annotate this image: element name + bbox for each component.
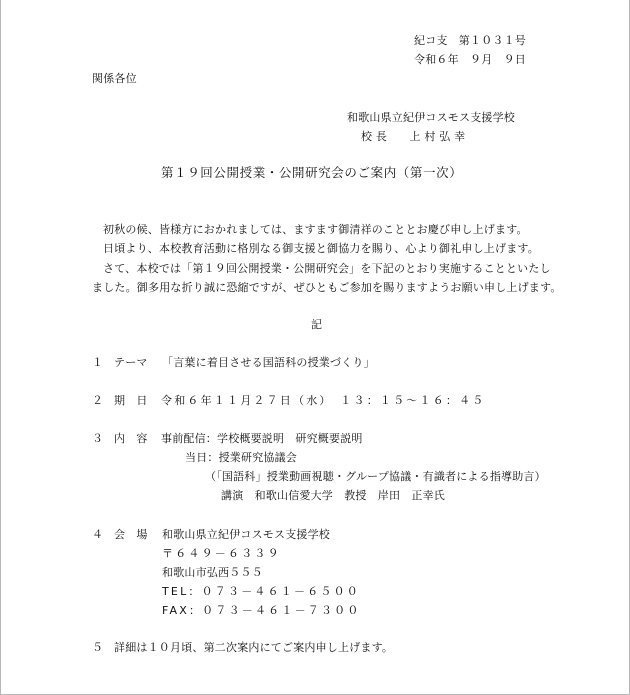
item-5-text: 詳細は１０月頃、第二次案内にてご案内申し上げます。 — [114, 641, 394, 654]
item-3-line-2: 当日：授業研究協議会 — [185, 451, 297, 464]
item-1-label: テーマ — [114, 356, 148, 369]
body-line-3: さて、本校では「第１９回公開授業・公開研究会」を下記のとおり実施することといたし — [103, 262, 551, 275]
item-3-line-3: （「国語科」授業動画視聴・グループ協議・有識者による指導助言） — [205, 470, 546, 483]
item-3-line-4: 講演 和歌山信愛大学 教授 岸田 正幸氏 — [221, 489, 445, 502]
item-4-number: ４ — [92, 528, 104, 541]
venue-postal: 〒６４９－６３３９ — [162, 547, 281, 560]
sender-school: 和歌山県立紀伊コスモス支援学校 — [347, 111, 515, 124]
item-5-number: ５ — [92, 641, 104, 654]
item-3-label: 内 容 — [114, 432, 148, 445]
venue-name: 和歌山県立紀伊コスモス支援学校 — [162, 528, 330, 541]
item-2-value: 令和６年１１月２７日（水） １３：１５～１６：４５ — [161, 394, 486, 407]
item-2-label: 期 日 — [114, 394, 148, 407]
body-line-2: 日頃より、本校教育活動に格別なる御支援と御協力を賜り、心より御礼申し上げます。 — [103, 242, 539, 255]
item-3-number: ３ — [92, 432, 104, 445]
ki-heading: 記 — [311, 318, 323, 331]
body-line-4: ました。御多用な折り誠に恐縮ですが、ぜひともご参加を賜りますようお願い申し上げます。 — [92, 281, 562, 294]
item-2-number: ２ — [92, 394, 104, 407]
addressee: 関係各位 — [92, 72, 137, 85]
item-1-number: １ — [92, 356, 104, 369]
venue-address: 和歌山市弘西５５５ — [162, 566, 263, 579]
item-3-line-1: 事前配信：学校概要説明 研究概要説明 — [161, 432, 363, 445]
document-date: 令和６年 ９月 ９日 — [414, 53, 526, 66]
sender-principal: 校 長 上 村 弘 幸 — [361, 130, 466, 143]
page-title: 第１９回公開授業・公開研究会のご案内（第一次） — [161, 165, 463, 180]
document-number: 紀コ支 第１０３１号 — [414, 34, 526, 47]
venue-fax: FAX：０７３－４６１－７３００ — [162, 604, 361, 617]
item-1-value: 「言葉に着目させる国語科の授業づくり」 — [162, 356, 375, 369]
body-line-1: 初秋の候、皆様方におかれましては、ますます御清祥のこととお慶び申し上げます。 — [103, 223, 528, 236]
venue-tel: TEL：０７３－４６１－６５００ — [162, 585, 360, 598]
item-4-label: 会 場 — [114, 528, 148, 541]
